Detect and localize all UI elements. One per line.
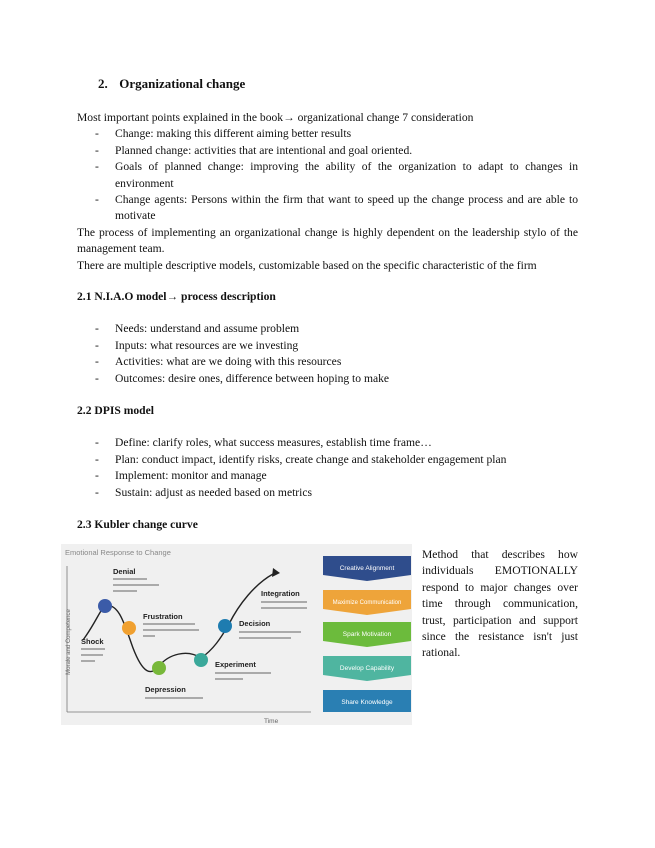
arrow-label-maximize-communication: Maximize Communication xyxy=(332,600,402,606)
stage-label-integration: Integration xyxy=(261,589,300,598)
arrow-label-develop-capability: Develop Capability xyxy=(339,665,395,672)
kubler-section xyxy=(77,517,578,533)
stage-label-experiment: Experiment xyxy=(215,660,256,669)
bullet-dash: - xyxy=(95,127,99,141)
section-title: Organizational change xyxy=(119,76,246,91)
list-item: - Planned change: activities that are intentional and goal oriented. xyxy=(77,143,578,159)
section-number: 2. xyxy=(98,76,108,91)
list-item: - Goals of planned change: improving the ability of the organization to adapt to changes in environment xyxy=(95,160,578,190)
niao-section xyxy=(77,289,578,387)
list-item: - Implement: monitor and manage xyxy=(77,468,578,484)
intro-paragraph: The process of implementing an organizational change is highly dependent on the leadership stylo of the management team. xyxy=(77,225,578,256)
stage-caption-line xyxy=(215,678,243,680)
list-item: - Inputs: what resources are we investing xyxy=(77,338,578,354)
stage-label-shock: Shock xyxy=(81,637,104,646)
stage-caption-line xyxy=(143,629,199,631)
figure-title: Emotional Response to Change xyxy=(65,548,171,557)
stage-caption-line xyxy=(145,697,203,699)
stage-caption-line xyxy=(261,607,307,609)
list-item: - Change agents: Persons within the firm that want to speed up the change process and are able to motivate xyxy=(95,193,578,223)
bullet-dash: - xyxy=(95,436,99,450)
bullet-dash: - xyxy=(95,452,99,466)
dpis-heading: 2.2 DPIS model xyxy=(77,404,154,417)
kubler-curve-diagram xyxy=(61,544,412,725)
list-item: - Outcomes: desire ones, difference between hoping to make xyxy=(77,371,578,387)
bullet-dash: - xyxy=(95,371,99,385)
section-heading xyxy=(98,76,245,92)
list-item: - Needs: understand and assume problem xyxy=(77,321,578,337)
bullet-dash: - xyxy=(95,485,99,499)
stage-caption-line xyxy=(239,631,301,633)
experiment-stage-marker xyxy=(194,653,208,667)
decision-stage-marker xyxy=(218,619,232,633)
box-label-share-knowledge: Share Knowledge xyxy=(341,699,393,706)
denial-stage-marker xyxy=(98,599,112,613)
y-axis-label: Morale and Competence xyxy=(66,609,72,675)
stage-label-denial: Denial xyxy=(113,567,136,576)
intro-paragraph: There are multiple descriptive models, customizable based on the specific characteristic of the firm xyxy=(77,258,537,272)
stage-caption-line xyxy=(143,635,155,637)
arrow-label-spark-motivation: Spark Motivation xyxy=(342,631,392,638)
arrow-label-creative-alignment: Creative Alignment xyxy=(339,565,395,572)
intro-bullet-list xyxy=(77,126,578,224)
list-item: - Define: clarify roles, what success measures, establish time frame… xyxy=(77,435,578,451)
list-item: - Change: making this different aiming better results xyxy=(77,126,578,142)
bullet-dash: - xyxy=(95,355,99,369)
bullet-dash: - xyxy=(95,338,99,352)
stage-caption-line xyxy=(113,578,147,580)
bullet-dash: - xyxy=(95,469,99,483)
kubler-description: Method that describes how individuals EMOTIONALLY respond to major changes over time through communication, trust, participation and support since the resistance isn't just rational. xyxy=(422,548,578,660)
stage-caption-line xyxy=(215,672,271,674)
dpis-bullet-list xyxy=(77,435,578,501)
stage-label-depression: Depression xyxy=(145,685,186,694)
stage-caption-line xyxy=(81,648,105,650)
list-item: - Sustain: adjust as needed based on metrics xyxy=(77,485,578,501)
bullet-dash: - xyxy=(95,193,99,207)
stage-caption-line xyxy=(113,590,137,592)
niao-bullet-list xyxy=(77,321,578,387)
stage-label-decision: Decision xyxy=(239,619,271,628)
intro-lead: Most important points explained in the book→ organizational change 7 consideration xyxy=(77,111,474,124)
stage-caption-line xyxy=(81,654,103,656)
stage-caption-line xyxy=(81,660,95,662)
stage-caption-line xyxy=(239,637,291,639)
bullet-dash: - xyxy=(95,143,99,157)
intro-block xyxy=(77,110,578,274)
list-item: - Plan: conduct impact, identify risks, create change and stakeholder engagement plan xyxy=(77,452,578,468)
stage-caption-line xyxy=(261,601,307,603)
list-item: - Activities: what are we doing with this resources xyxy=(77,354,578,370)
stage-caption-line xyxy=(143,623,195,625)
stage-caption-line xyxy=(113,584,159,586)
stage-label-frustration: Frustration xyxy=(143,612,183,621)
kubler-heading: 2.3 Kubler change curve xyxy=(77,518,198,531)
kubler-curve-figure xyxy=(61,544,412,725)
bullet-dash: - xyxy=(95,160,99,174)
frustration-stage-marker xyxy=(122,621,136,635)
bullet-dash: - xyxy=(95,322,99,336)
niao-heading: 2.1 N.I.A.O model→ process description xyxy=(77,290,276,303)
x-axis-label: Time xyxy=(264,718,279,725)
dpis-section xyxy=(77,403,578,501)
depression-stage-marker xyxy=(152,661,166,675)
